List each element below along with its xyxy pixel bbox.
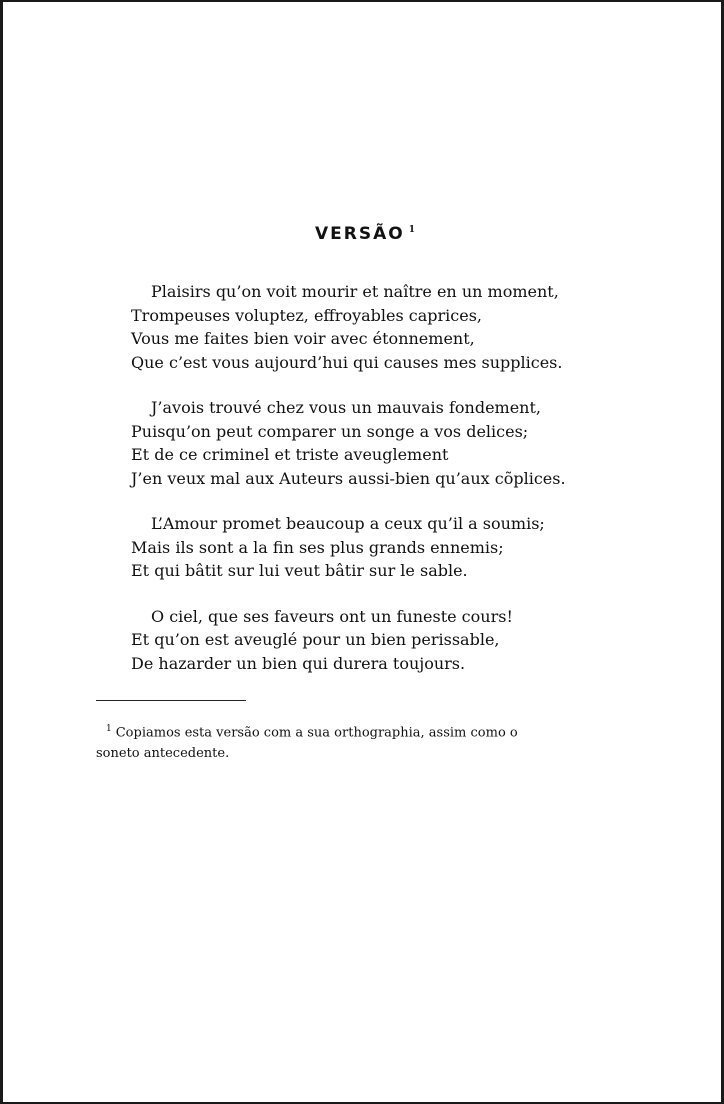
footnote-mark: 1 xyxy=(106,724,112,734)
poem-line: Et de ce criminel et triste aveuglement xyxy=(131,445,449,464)
poem-line: Et qu’on est aveuglé pour un bien perissable, xyxy=(131,630,500,649)
stanza-2 xyxy=(131,396,566,490)
poem-line: Plaisirs qu’on voit mourir et naître en un moment, xyxy=(151,282,559,301)
stanza-4 xyxy=(131,605,561,676)
poem-line: Mais ils sont a la fin ses plus grands ennemis; xyxy=(131,537,504,557)
poem-line: L’Amour promet beaucoup a ceux qu’il a soumis; xyxy=(151,514,545,533)
page-title xyxy=(3,224,724,244)
poem-line: Puisqu’on peut comparer un songe a vos delices; xyxy=(131,421,529,441)
stanza-3 xyxy=(131,512,561,583)
title-footnote-ref: 1 xyxy=(408,225,415,236)
footnote-divider xyxy=(96,700,246,701)
poem-line: O ciel, que ses faveurs ont un funeste cours! xyxy=(151,606,513,626)
poem-line: J’en veux mal aux Auteurs aussi-bien qu’aux cõplices. xyxy=(131,468,566,488)
poem-line: Que c’est vous aujourd’hui qui causes mes supplices. xyxy=(131,352,563,372)
poem xyxy=(131,280,566,697)
stanza-1 xyxy=(131,280,561,374)
title-text: VERSÃO xyxy=(315,224,405,244)
footnote xyxy=(96,719,546,764)
footnote-text: Copiamos esta versão com a sua orthographia, assim como o soneto antecedente. xyxy=(96,725,518,762)
poem-line: De hazarder un bien qui durera toujours. xyxy=(131,653,466,673)
poem-line: J’avois trouvé chez vous un mauvais fondement, xyxy=(151,398,541,417)
poem-line: Vous me faites bien voir avec étonnement, xyxy=(131,329,475,348)
poem-line: Et qui bâtit sur lui veut bâtir sur le sable. xyxy=(131,561,468,580)
poem-line: Trompeuses voluptez, effroyables caprices, xyxy=(131,305,483,325)
